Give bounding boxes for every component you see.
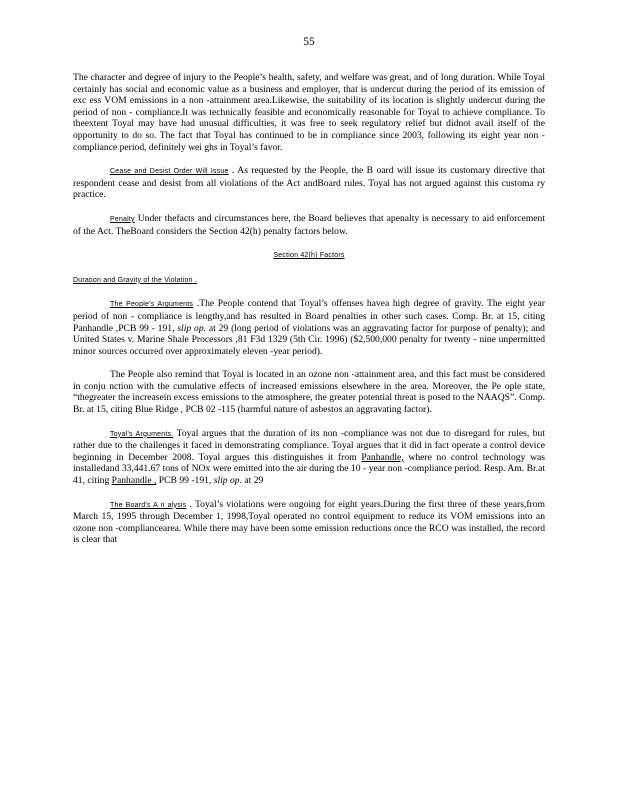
penalty-heading: Penalty — [110, 215, 135, 223]
peoples-arguments-text: .The People contend that Toyal’s offenses havea high degree of gravity. The eight year period of non - compliance is lengthy,and has resulted in Board penalties in other such cases. Comp. Br. at 15, citing Panhandle ,PCB 99 - 191, — [73, 298, 545, 334]
cease-desist-text: . As requested by the People, the B oard will issue its customary directive that respondent cease and desist from all violations of the Act andBoard rules. Toyal has not argued against this customa ry practice. — [73, 165, 545, 201]
panhandle-reference: Panhandle, — [361, 451, 404, 463]
toyals-arguments-heading: Toyal’s Arguments. — [110, 430, 174, 438]
slip-op-citation: slip op. — [177, 322, 207, 334]
board-analysis-heading: The Board’s A n alysis — [110, 501, 187, 509]
paragraph-injury: The character and degree of injury to the People’s health, safety, and welfare was great, and of long duration. While Toyal certainly has social and economic value as a business and employer, that is undercut during the period of its emission of exc ess VOM emissions in a non -attainment area.Likewise, the suitability of its location is slightly undercut during the period of non - compliance.It was technically feasible and economically reasonable for Toyal to achieve compliance. To theextent Toyal may have had unusual difficulties, it was free to seek regulatory relief but didnot avail itself of the opportunity to do so. The fact that Toyal has continued to be in compliance since 2003, following its eight year non -compliance period, definitely wei ghs in Toyal’s favor. — [73, 72, 545, 153]
document-body — [73, 72, 545, 546]
panhandle-reference-2: Panhandle , — [111, 475, 157, 487]
paragraph-penalty — [73, 213, 545, 237]
section-heading: Section 42(h) Factors — [273, 252, 345, 260]
section-heading-wrap — [73, 249, 545, 262]
peoples-arguments-text-2: at 29 (long period of violations was an aggravating factor for purpose of penalty); and United States v. Marine Shale Processors ,81 F3d 1329 (5th Cir. 1996) ($2,500,000 penalty for twenty - nine unpermitted minor sources occurred over approximately eleven -year period). — [73, 322, 545, 357]
slip-op-citation-2: slip op. — [213, 475, 242, 487]
cease-desist-heading: Cease and Desist Order Will Issue — [110, 168, 229, 176]
paragraph-ozone: The People also remind that Toyal is located in an ozone non -attainment area, and this fact must be considered in conju nction with the cumulative effects of increased emissions elsewhere in the area. Moreover, the Pe ople state, “thegreater the increasein excess emissions to the atmosphere, the greater potential threat is posed to the NAAQS”. Comp. Br. at 15, citing Blue Ridge , PCB 02 -115 (harmful nature of asbestos an aggravating factor). — [73, 369, 545, 416]
toyals-arguments-text-2: where no control technology was installedand 33,441.67 tons of NOx were emitted into the air during the 10 - year non -compliance period. Resp. Am. Br.at 41, citing — [73, 451, 546, 487]
paragraph-toyals-arguments — [73, 428, 545, 487]
board-analysis-text: . Toyal’s violations were ongoing for eight years.During the first three of these years,from March 15, 1995 through December 1, 1998,Toyal operated no control equipment to reduce its VOM emissions into an ozone non -compliancearea. While there may have been some emission reductions once the RCO was installed, the record is clear that — [73, 498, 545, 546]
subsection-heading-wrap — [73, 274, 545, 287]
toyals-arguments-text: Toyal argues that the duration of its non -compliance was not due to disregard for rules, but rather due to the challenges it faced in demonstrating compliance. Toyal argues that it did in fact operate a control device beginning in December 2008. Toyal argues this distinguishes it from — [73, 427, 545, 463]
paragraph-cease-desist — [73, 165, 545, 201]
toyals-arguments-text-4: at 29 — [241, 475, 264, 487]
page-number: 55 — [303, 36, 315, 48]
penalty-text: Under thefacts and circumstances here, the Board believes that apenalty is necessary to aid enforcement of the Act. TheBoard considers the Section 42(h) penalty factors below. — [73, 212, 545, 237]
peoples-arguments-heading: The People’s Arguments — [110, 301, 194, 309]
toyals-arguments-text-3: PCB 99 -191, — [156, 475, 214, 487]
subsection-heading-end: . — [192, 276, 198, 284]
paragraph-board-analysis — [73, 499, 545, 546]
paragraph-peoples-arguments — [73, 298, 545, 357]
subsection-heading: Duration and Gravity of the Violation — [73, 276, 193, 284]
